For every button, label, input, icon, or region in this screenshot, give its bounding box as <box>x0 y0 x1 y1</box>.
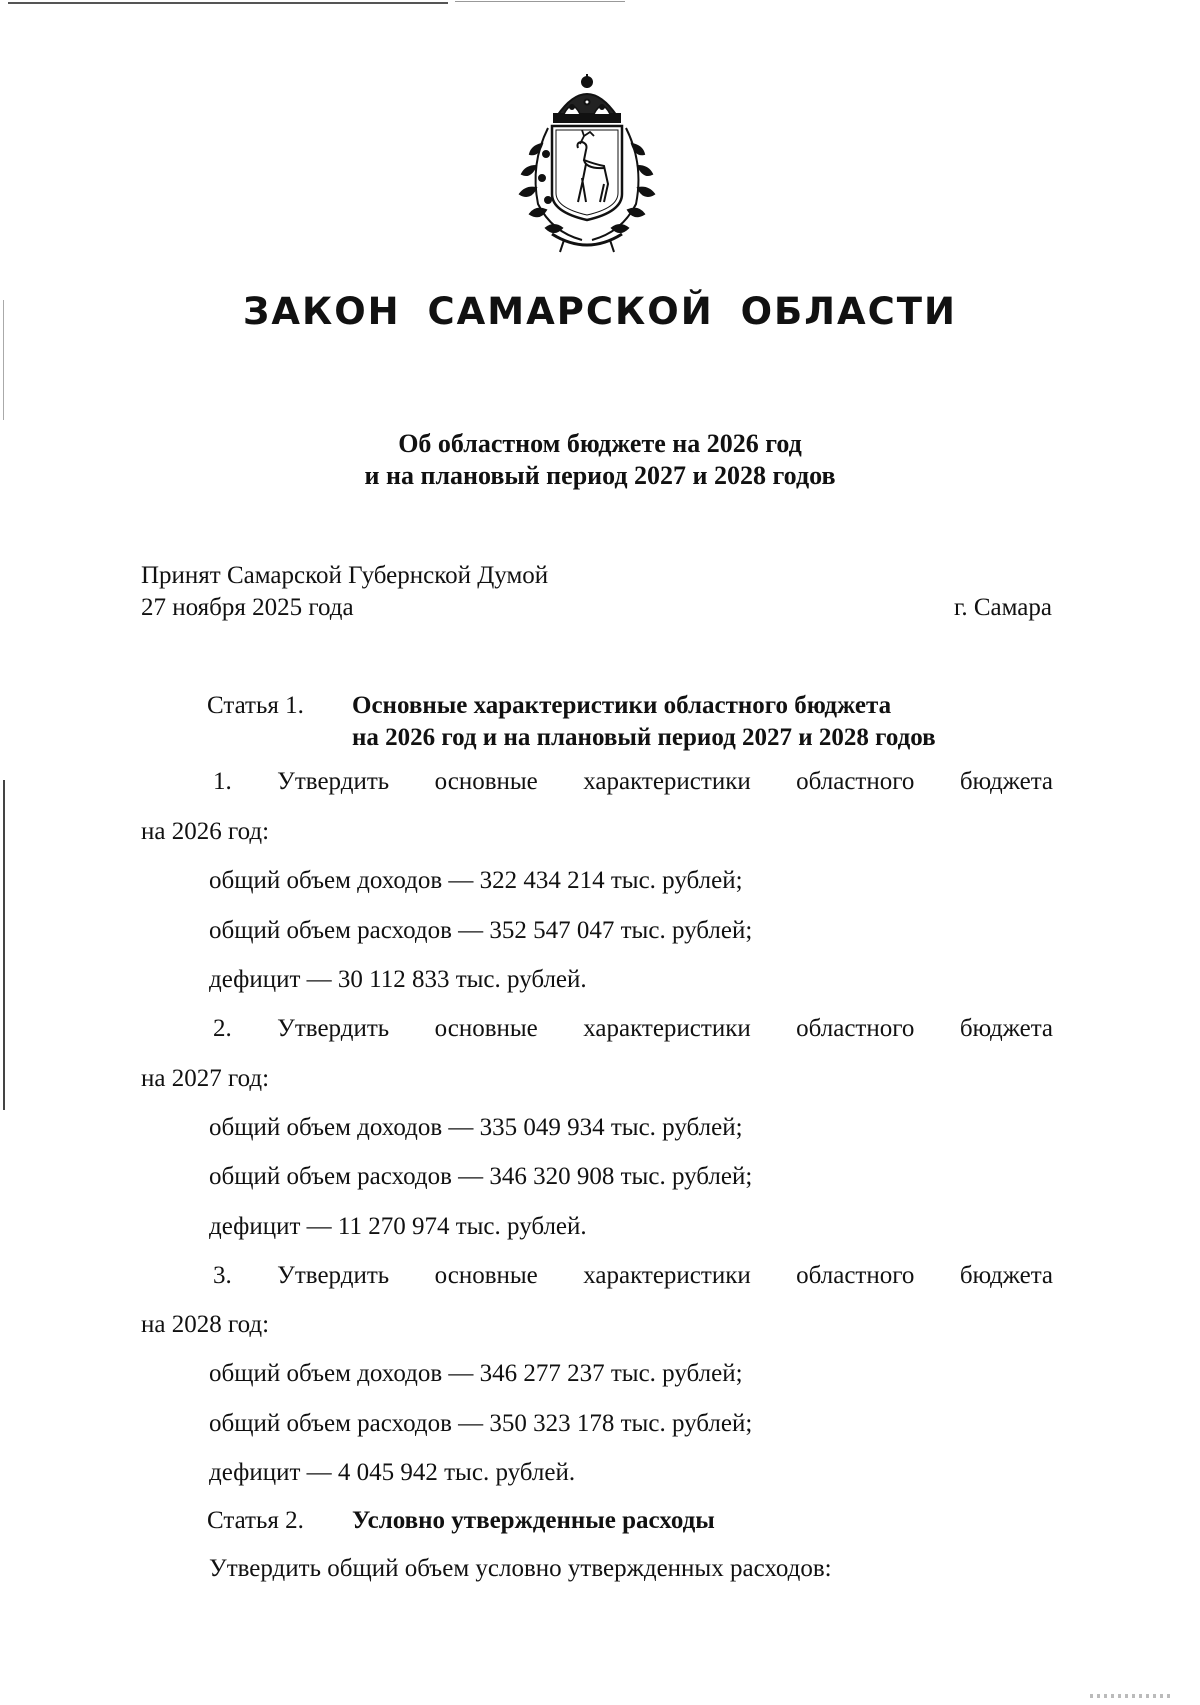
item-2-deficit: дефицит — 11 270 974 тыс. рублей. <box>209 1213 587 1240</box>
article-1-item-3-line <box>213 1260 1053 1292</box>
article-1-heading-line-2: на 2026 год и на плановый период 2027 и 2028 годов <box>352 724 936 751</box>
item-3-expenses: общий объем расходов — 350 323 178 тыс. рублей; <box>209 1410 753 1437</box>
word: бюджета <box>959 768 1054 795</box>
word: 3. Утвердить <box>213 1262 390 1289</box>
item-3-deficit: дефицит — 4 045 942 тыс. рублей. <box>209 1459 576 1486</box>
scan-artifact-bottom <box>1090 1694 1170 1698</box>
scan-artifact-top <box>8 2 448 4</box>
word: характеристики <box>583 1262 751 1289</box>
word: 2. Утвердить <box>213 1015 390 1042</box>
word: бюджета <box>959 1015 1054 1042</box>
adopted-date: 27 ноября 2025 года <box>141 594 354 621</box>
word: 1. Утвердить <box>213 768 390 795</box>
word: основные <box>434 1015 538 1042</box>
subtitle-line-2: и на плановый период 2027 и 2028 годов <box>364 461 836 490</box>
article-1-item-2-continuation: на 2027 год: <box>141 1065 270 1092</box>
word: характеристики <box>583 768 751 795</box>
article-1-label: Статья 1. <box>207 692 304 719</box>
article-1-item-1-continuation: на 2026 год: <box>141 818 270 845</box>
article-1-item-2-line <box>213 1013 1053 1045</box>
scan-artifact-top-2 <box>455 1 625 2</box>
word: характеристики <box>583 1015 751 1042</box>
article-1-item-3-continuation: на 2028 год: <box>141 1311 270 1338</box>
word: основные <box>434 768 538 795</box>
scan-artifact-left <box>3 780 5 1110</box>
law-title: ЗАКОН САМАРСКОЙ ОБЛАСТИ <box>243 290 957 333</box>
item-2-expenses: общий объем расходов — 346 320 908 тыс. рублей; <box>209 1163 753 1190</box>
word: основные <box>434 1262 538 1289</box>
article-2-text: Утвердить общий объем условно утвержденных расходов: <box>209 1555 832 1582</box>
article-1-heading-line-1: Основные характеристики областного бюджета <box>352 692 892 719</box>
item-1-expenses: общий объем расходов — 352 547 047 тыс. рублей; <box>209 917 753 944</box>
word: областного <box>796 768 915 795</box>
item-2-income: общий объем доходов — 335 049 934 тыс. рублей; <box>209 1114 743 1141</box>
item-1-income: общий объем доходов — 322 434 214 тыс. рублей; <box>209 867 743 894</box>
item-1-deficit: дефицит — 30 112 833 тыс. рублей. <box>209 966 587 993</box>
word: областного <box>796 1015 915 1042</box>
article-2-label: Статья 2. <box>207 1507 304 1534</box>
article-1-item-1-line <box>213 766 1053 798</box>
article-2-heading: Условно утвержденные расходы <box>352 1507 715 1534</box>
word: бюджета <box>959 1262 1054 1289</box>
coat-of-arms-emblem <box>512 74 662 256</box>
word: областного <box>796 1262 915 1289</box>
adopted-by: Принят Самарской Губернской Думой <box>141 562 549 589</box>
item-3-income: общий объем доходов — 346 277 237 тыс. рублей; <box>209 1360 743 1387</box>
subtitle-line-1: Об областном бюджете на 2026 год <box>398 429 802 458</box>
city: г. Самара <box>953 594 1052 621</box>
